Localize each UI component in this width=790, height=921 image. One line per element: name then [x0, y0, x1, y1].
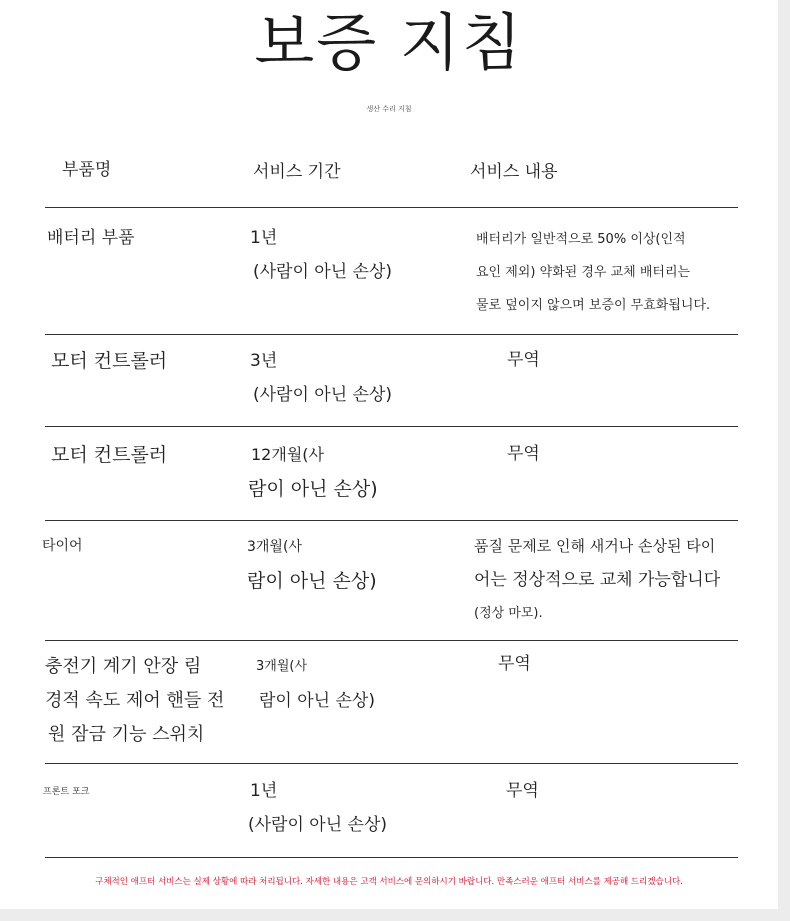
- row-motor-controller-period: 3년 (사람이 아닌 손상): [250, 351, 393, 405]
- row-motor-controller-2-period: 12개월(사 람이 아닌 손상): [248, 445, 378, 500]
- footnote: 구체적인 애프터 서비스는 실제 상황에 따라 처리됩니다. 자세한 내용은 고객 서비스에 문의하시기 바랍니다. 만족스러운 애프터 서비스를 제공해 드리겠습니다.: [95, 877, 683, 887]
- row-tire-part: 타이어: [42, 538, 83, 554]
- header-part-name: 부품명: [62, 160, 112, 180]
- header-service-content: 서비스 내용: [470, 162, 558, 182]
- scrollbar-track[interactable]: [778, 0, 790, 921]
- row-motor-controller-part: 모터 컨트롤러: [51, 350, 168, 372]
- table-divider: [45, 207, 738, 208]
- row-accessories-period: 3개월(사 람이 아닌 손상): [256, 659, 375, 711]
- row-tire-period: 3개월(사 람이 아닌 손상): [247, 539, 377, 592]
- row-front-fork-part: 프론트 포크: [43, 787, 90, 797]
- row-front-fork-period: 1년 (사람이 아닌 손상): [248, 781, 388, 835]
- row-battery-part: 배터리 부품: [47, 228, 135, 248]
- row-motor-controller-2-part: 모터 컨트롤러: [51, 444, 168, 466]
- table-divider: [45, 763, 738, 764]
- table-divider: [45, 426, 738, 427]
- page-title: 보증 지침: [254, 6, 524, 79]
- row-accessories-part: 충전기 계기 안장 림 경적 속도 제어 핸들 전 원 잠금 기능 스위치: [45, 656, 225, 745]
- table-divider: [45, 334, 738, 335]
- row-motor-controller-content: 무역: [507, 350, 540, 370]
- row-battery-period: 1년 (사람이 아닌 손상): [250, 228, 393, 282]
- table-divider: [45, 640, 738, 641]
- table-divider: [45, 520, 738, 521]
- bottom-margin: [0, 909, 790, 921]
- row-accessories-content: 무역: [498, 654, 531, 674]
- row-front-fork-content: 무역: [506, 781, 539, 801]
- table-divider: [45, 857, 738, 858]
- row-battery-content: 배터리가 일반적으로 50% 이상(인적 요인 제외) 약화된 경우 교체 배터리는 물로 덮이지 않으며 보증이 무효화됩니다.: [476, 232, 711, 313]
- page-subtitle: 생산 수리 지침: [366, 105, 412, 113]
- row-motor-controller-2-content: 무역: [507, 444, 540, 464]
- header-service-period: 서비스 기간: [253, 162, 341, 182]
- row-tire-content: 품질 문제로 인해 새거나 손상된 타이 어는 정상적으로 교체 가능합니다 (정상 마모).: [474, 537, 721, 621]
